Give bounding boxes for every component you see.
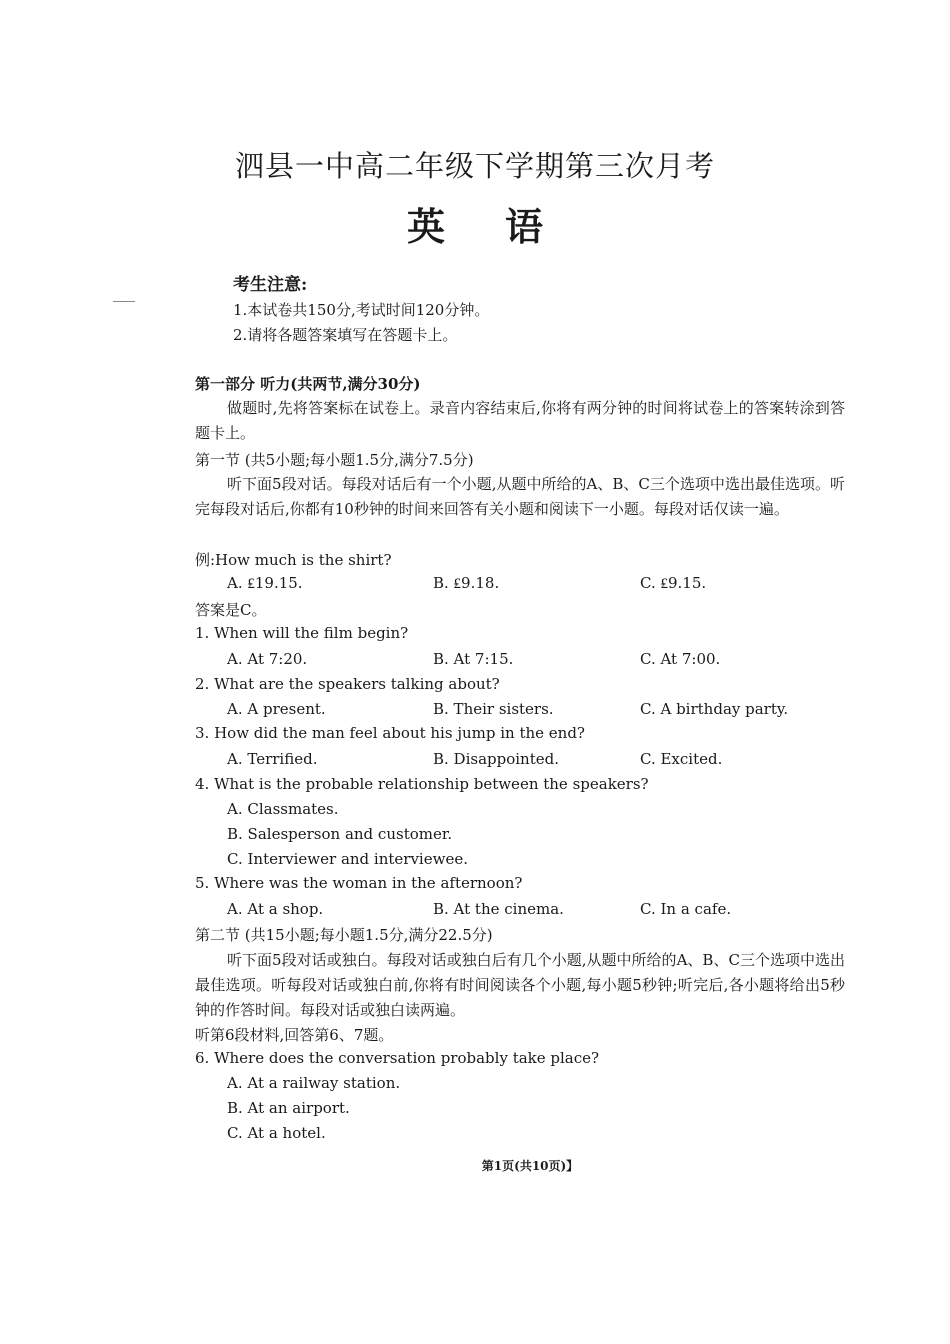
subject-title: 英语	[406, 204, 603, 249]
notice-heading: 考生注意:	[233, 275, 308, 295]
page-title: 泗县一中高二年级下学期第三次月考	[234, 149, 715, 183]
example-option-c: C. ₤9.15.	[640, 574, 707, 592]
scan-mark	[113, 301, 135, 302]
question-2: 2. What are the speakers talking about?	[195, 675, 500, 693]
q6-option-a: A. At a railway station.	[227, 1074, 401, 1092]
example-option-a: A. ₤19.15.	[227, 574, 303, 592]
q4-option-b: B. Salesperson and customer.	[227, 825, 453, 843]
question-6: 6. Where does the conversation probably take place?	[195, 1049, 600, 1067]
example-answer: 答案是C。	[195, 601, 267, 619]
question-5: 5. Where was the woman in the afternoon?	[195, 874, 523, 892]
q2-option-a: A. A present.	[227, 700, 326, 718]
q1-option-a: A. At 7:20.	[227, 650, 308, 668]
notice-item: 2.请将各题答案填写在答题卡上。	[233, 326, 458, 344]
q5-option-a: A. At a shop.	[227, 900, 324, 918]
section1-heading: 第一节 (共5小题;每小题1.5分,满分7.5分)	[195, 451, 474, 469]
q2-option-c: C. A birthday party.	[640, 700, 789, 718]
question-1: 1. When will the film begin?	[195, 624, 409, 642]
q4-option-a: A. Classmates.	[227, 800, 339, 818]
q5-option-b: B. At the cinema.	[433, 900, 564, 918]
section2-intro: 听下面5段对话或独白。每段对话或独白后有几个小题,从题中所给的A、B、C三个选项中选出最佳选项。听每段对话或独白前,你将有时间阅读各个小题,每小题5秒钟;听完后,各小题将给出5秒钟的作答时间。每段对话或独白读两遍。	[195, 951, 845, 1019]
q5-option-c: C. In a cafe.	[640, 900, 732, 918]
q1-option-c: C. At 7:00.	[640, 650, 721, 668]
q6-option-c: C. At a hotel.	[227, 1124, 326, 1142]
notice-item: 1.本试卷共150分,考试时间120分钟。	[233, 301, 490, 319]
section2-heading: 第二节 (共15小题;每小题1.5分,满分22.5分)	[195, 926, 493, 944]
q3-option-a: A. Terrified.	[227, 750, 318, 768]
part1-heading: 第一部分 听力(共两节,满分30分)	[195, 375, 421, 393]
example-option-b: B. ₤9.18.	[433, 574, 500, 592]
section2-material: 听第6段材料,回答第6、7题。	[195, 1026, 394, 1044]
q3-option-b: B. Disappointed.	[433, 750, 559, 768]
question-4: 4. What is the probable relationship between the speakers?	[195, 775, 649, 793]
q2-option-b: B. Their sisters.	[433, 700, 554, 718]
q4-option-c: C. Interviewer and interviewee.	[227, 850, 468, 868]
section1-intro: 听下面5段对话。每段对话后有一个小题,从题中所给的A、B、C三个选项中选出最佳选项。听完每段对话后,你都有10秒钟的时间来回答有关小题和阅读下一小题。每段对话仅读一遍。	[195, 475, 845, 518]
part1-intro: 做题时,先将答案标在试卷上。录音内容结束后,你将有两分钟的时间将试卷上的答案转涂到答题卡上。	[195, 399, 845, 442]
question-3: 3. How did the man feel about his jump in the end?	[195, 724, 585, 742]
q3-option-c: C. Excited.	[640, 750, 723, 768]
q1-option-b: B. At 7:15.	[433, 650, 514, 668]
q6-option-b: B. At an airport.	[227, 1099, 350, 1117]
example-question: 例:How much is the shirt?	[195, 551, 392, 569]
page-footer: 第1页(共10页)】	[481, 1159, 579, 1173]
